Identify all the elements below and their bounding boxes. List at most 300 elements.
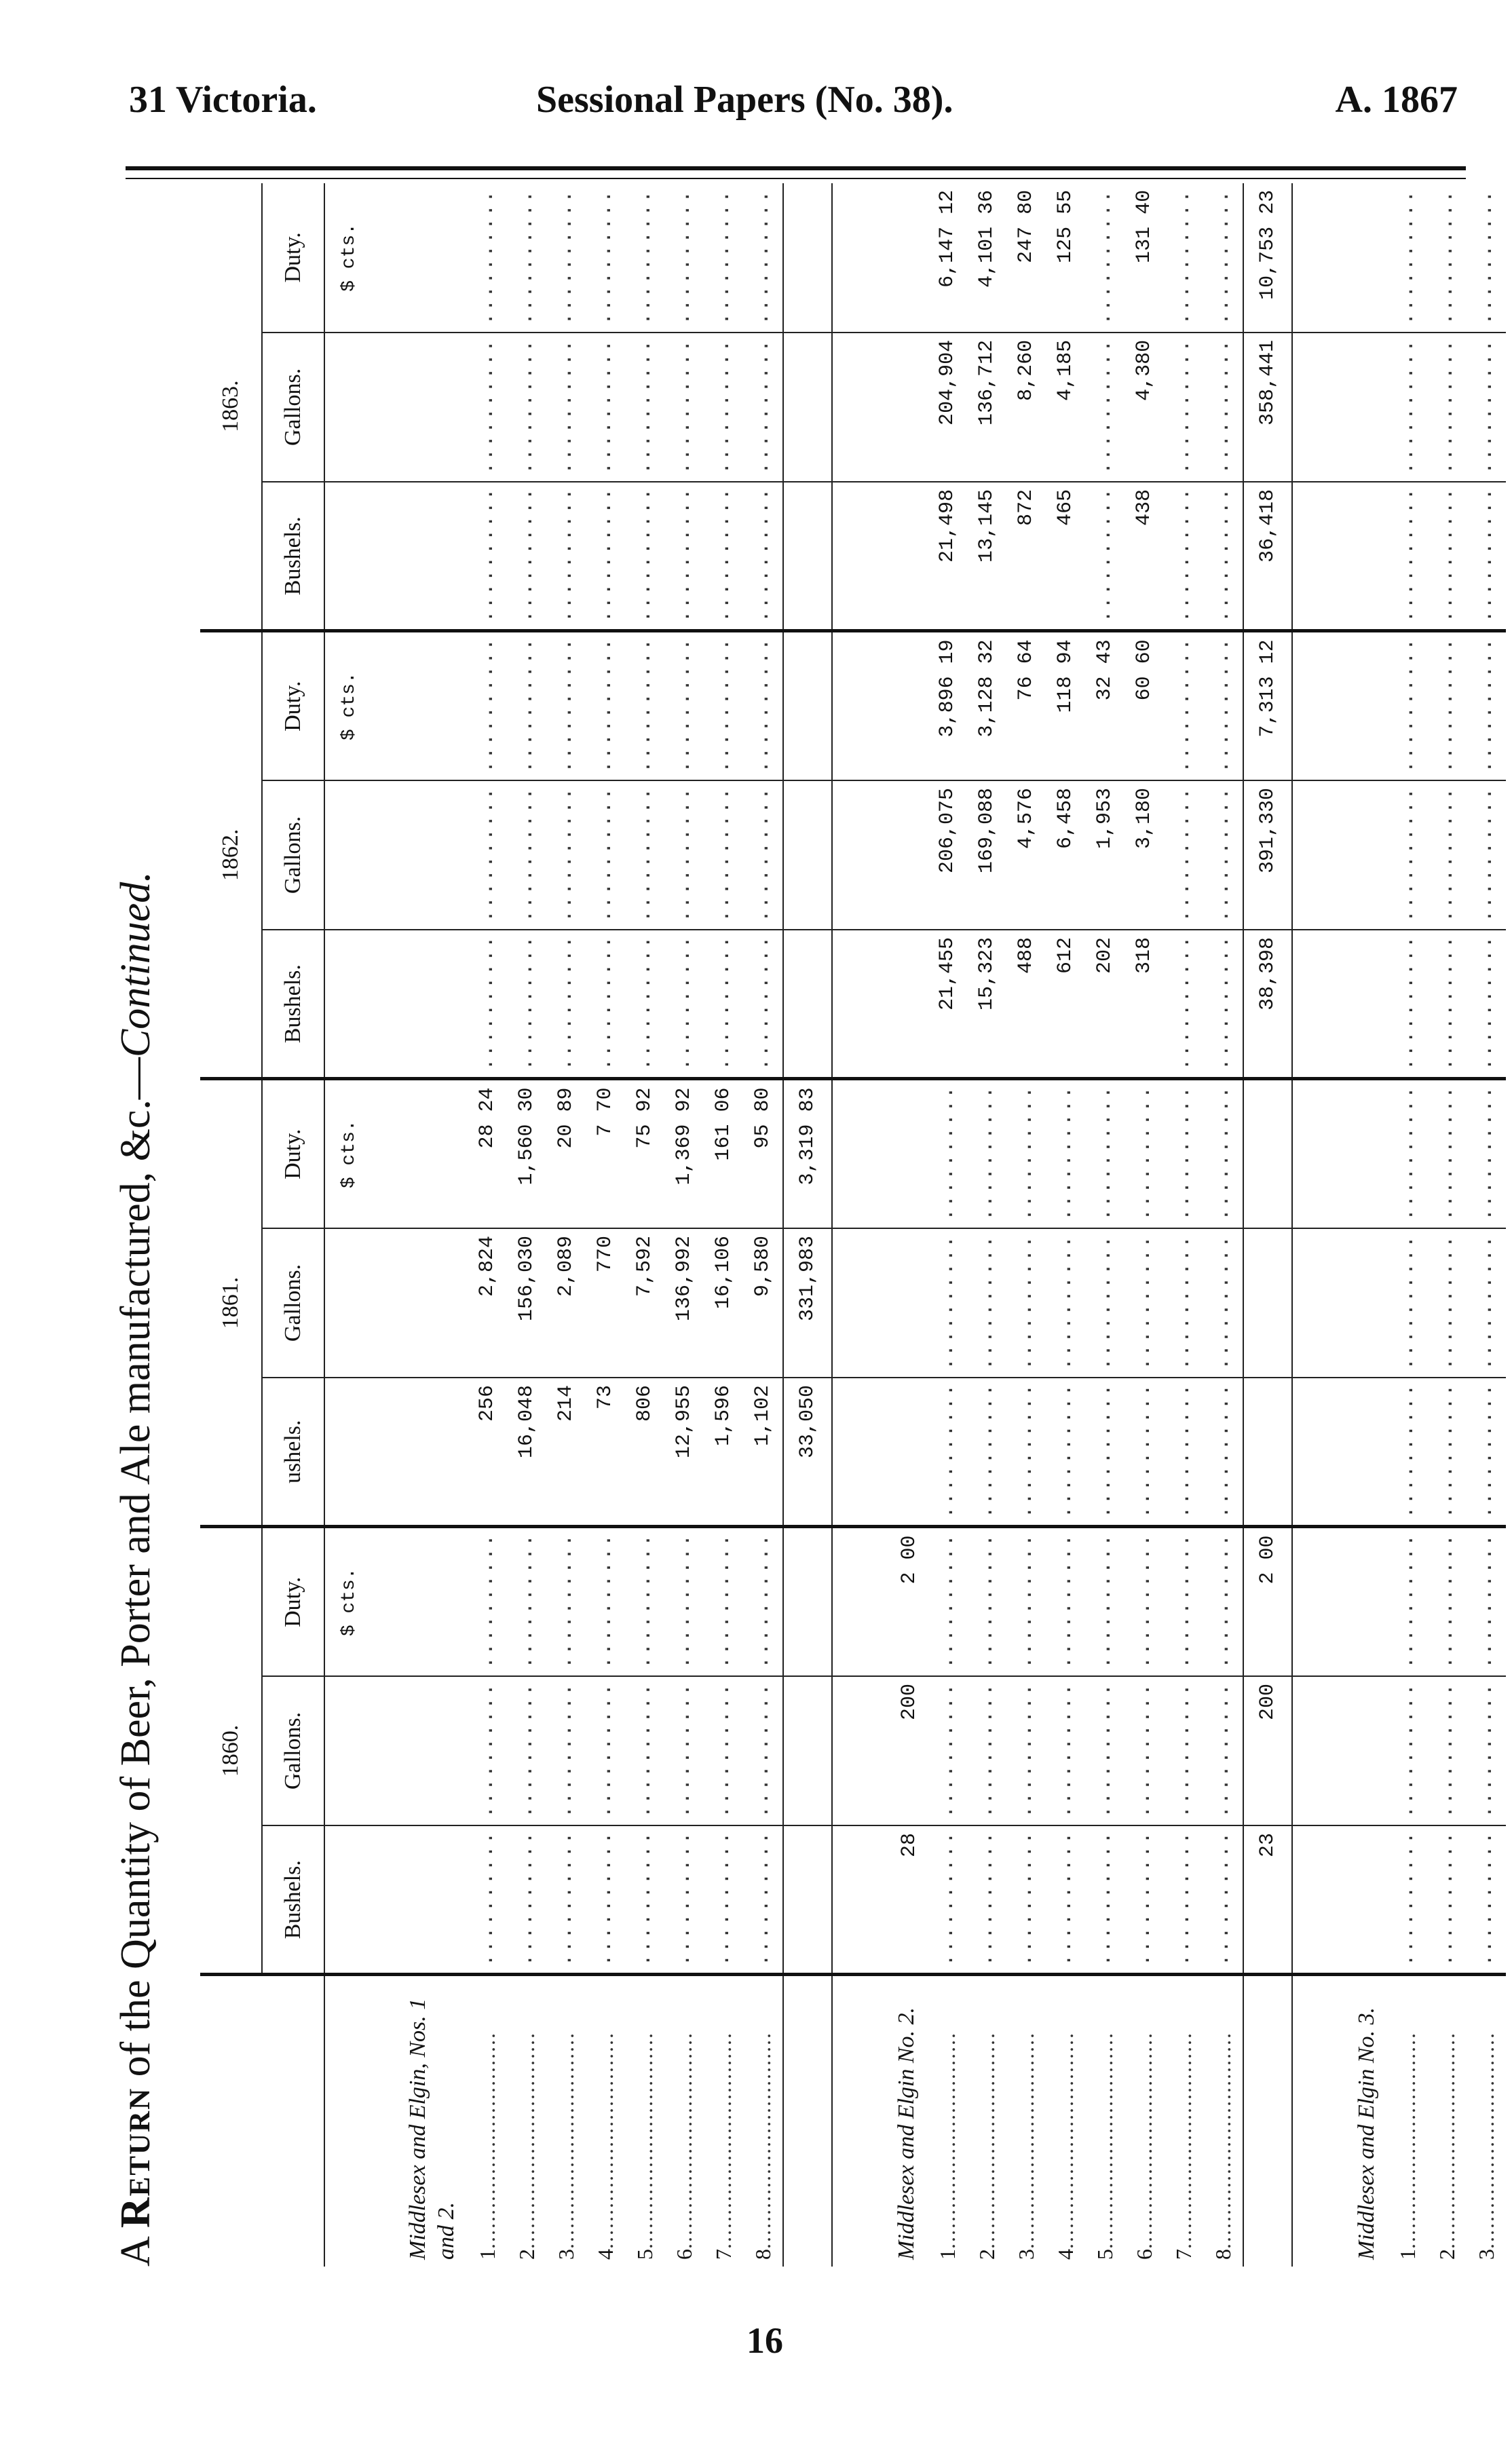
table-cell [1467,183,1506,333]
table-cell: 9,580 [743,1228,783,1378]
table-cell [373,1676,468,1825]
table-row [546,183,586,2267]
table-cell [1006,1079,1046,1228]
section-name: Middlesex and Elgin No. 3. [1354,2007,1379,2260]
table-cell [625,1527,664,1676]
leader-dots: .......... [1396,637,1419,773]
table-cell [1292,1378,1388,1527]
leader-dots: .......... [936,1234,959,1370]
table-cell [625,1825,664,1975]
table-cell [1427,333,1467,482]
leader-dots: .......... [1133,1682,1156,1818]
table-cell [1085,1378,1124,1527]
leader-dots: .......... [975,1084,998,1221]
leader-dots: .......... [1211,934,1234,1071]
table-cell [664,930,704,1079]
table-cell [967,1825,1006,1975]
leader-dots: .......... [554,1830,578,1967]
leader-dots: .......... [1093,1382,1116,1519]
table-cell: 118 94 [1046,631,1085,780]
table-cell [664,1527,704,1676]
table-cell [967,1079,1006,1228]
leader-dots: .......... [751,338,774,474]
table-cell [1006,1676,1046,1825]
leader-dots: .......... [975,1382,998,1519]
table-cell: 7,592 [625,1228,664,1378]
leader-dots: .......... [594,637,617,773]
leader-dots: ................................ [553,2032,578,2249]
table-cell: 95 80 [743,1079,783,1228]
table-cell [324,1676,373,1825]
leader-dots: .......... [1054,1084,1077,1221]
table-cell [1292,1079,1388,1228]
leader-dots: ................................ [1131,2032,1156,2249]
total-cell: 2 00 [1243,1527,1292,1676]
table-cell [468,780,507,930]
leader-dots: .......... [1435,338,1458,474]
table-cell [664,631,704,780]
table-cell [1164,930,1203,1079]
table-cell [1292,1527,1388,1676]
leader-dots: .......... [1172,1682,1195,1818]
table-cell [546,780,586,930]
duty-unit-row [324,183,373,2267]
leader-dots: .......... [1475,1084,1498,1221]
table-cell [928,1378,967,1527]
row-number [1388,1975,1427,2267]
leader-dots: .......... [1015,1682,1038,1818]
leader-dots: .......... [1093,1830,1116,1967]
table-cell: 21,455 [928,930,967,1079]
row-number [1124,1975,1164,2267]
table-cell [928,1079,967,1228]
table-cell: 2,824 [468,1228,507,1378]
table-cell [1124,1378,1164,1527]
table-cell [1203,1228,1243,1378]
leader-dots: .......... [633,934,656,1071]
table-cell [1467,333,1506,482]
table-cell: 125 55 [1046,183,1085,333]
table-cell [1467,1079,1506,1228]
leader-dots: ................................ [711,2032,736,2249]
leader-dots: .......... [1396,1830,1419,1967]
table-cell [664,1676,704,1825]
table-cell: 60 60 [1124,631,1164,780]
table-cell [1006,1527,1046,1676]
leader-dots: .......... [1396,1682,1419,1818]
table-cell [507,1527,546,1676]
leader-dots: .......... [1054,1682,1077,1818]
table-cell: 6,147 12 [928,183,967,333]
return-table-container [200,183,1498,2267]
table-cell [1388,1527,1427,1676]
table-cell [373,780,468,930]
leader-dots: .......... [594,1830,617,1967]
table-cell [704,1825,743,1975]
table-cell [1046,1825,1085,1975]
table-cell [1388,780,1427,930]
row-number [967,1975,1006,2267]
leader-dots: .......... [594,1682,617,1818]
table-cell [1085,1676,1124,1825]
row-number [1046,1975,1085,2267]
leader-dots: .......... [1093,1084,1116,1221]
table-cell [743,183,783,333]
col-duty-1861: Duty. [262,1079,324,1228]
leader-dots: .......... [712,1682,735,1818]
table-cell [546,930,586,1079]
table-cell [1427,1825,1467,1975]
total-cell: 331,983 [783,1228,832,1378]
leader-dots: .......... [712,338,735,474]
leader-dots: .......... [515,637,538,773]
table-cell [1467,1676,1506,1825]
table-cell [1388,183,1427,333]
leader-dots: .......... [751,1830,774,1967]
table-cell: 612 [1046,930,1085,1079]
leader-dots: .......... [975,1532,998,1669]
table-cell [1164,1676,1203,1825]
table-cell [664,183,704,333]
leader-dots: .......... [1435,1682,1458,1818]
row-number-value: 1 [1395,2249,1420,2260]
table-cell: 20 89 [546,1079,586,1228]
table-cell [1203,1079,1243,1228]
total-cell: 200 [1243,1676,1292,1825]
leader-dots: .......... [476,338,499,474]
leader-dots: .......... [594,786,617,922]
table-cell [507,183,546,333]
leader-dots: .......... [476,1682,499,1818]
table-cell [1006,1378,1046,1527]
total-cell: 33,050 [783,1378,832,1527]
table-row [507,183,546,2267]
table-cell [967,1228,1006,1378]
table-cell [586,631,625,780]
leader-dots: .......... [673,934,696,1071]
leader-dots: .......... [1396,338,1419,474]
table-cell [324,1825,373,1975]
table-cell [468,183,507,333]
table-cell [1046,1676,1085,1825]
total-cell: 10,753 23 [1243,183,1292,333]
leader-dots: .......... [1133,1234,1156,1370]
table-cell: 438 [1124,482,1164,631]
total-cell: 358,441 [1243,333,1292,482]
table-row [1388,183,1427,2267]
table-cell [625,930,664,1079]
table-cell [1388,482,1427,631]
leader-dots: .......... [1015,1532,1038,1669]
col-gallons-1863: Gallons. [262,333,324,482]
total-label [1243,1975,1292,2267]
leader-dots: .......... [1093,1532,1116,1669]
table-cell [1085,1228,1124,1378]
leader-dots: .......... [712,786,735,922]
table-cell: 806 [625,1378,664,1527]
leader-dots: .......... [1211,1234,1234,1370]
row-number-value: 2 [514,2249,539,2260]
table-title [85,183,187,2267]
table-cell [1203,1527,1243,1676]
table-cell: 214 [546,1378,586,1527]
leader-dots: .......... [1054,1234,1077,1370]
total-cell [783,631,832,780]
leader-dots: .......... [1475,1532,1498,1669]
table-cell [1427,930,1467,1079]
section-name: Middlesex and Elgin, Nos. 1 and 2. [405,1998,459,2260]
total-cell: 7,313 12 [1243,631,1292,780]
leader-dots: .......... [936,1532,959,1669]
return-table-body [324,183,1506,2267]
table-cell [704,631,743,780]
leader-dots: ................................ [671,2032,696,2249]
row-number-value: 5 [1092,2249,1117,2260]
leader-dots: .......... [633,786,656,922]
table-cell: 4,380 [1124,333,1164,482]
leader-dots: .......... [1093,338,1116,474]
table-cell: 2,089 [546,1228,586,1378]
leader-dots: .......... [476,1830,499,1967]
table-cell [1164,482,1203,631]
leader-dots: .......... [594,487,617,623]
year-1862: 1862. [200,631,262,1079]
table-cell [373,1079,468,1228]
table-cell [1203,780,1243,930]
leader-dots: .......... [554,934,578,1071]
table-cell [546,1676,586,1825]
table-cell: 2 00 [832,1527,928,1676]
table-cell [468,1825,507,1975]
table-cell [1388,1079,1427,1228]
rotated-table-region [85,183,1498,2267]
leader-dots: .......... [673,1830,696,1967]
total-cell [783,183,832,333]
table-cell [1467,930,1506,1079]
table-cell [507,631,546,780]
leader-dots: ................................ [1092,2032,1117,2249]
section-total-row [1243,183,1292,2267]
table-row [1203,183,1243,2267]
table-cell [1427,482,1467,631]
leader-dots: .......... [1172,1830,1195,1967]
table-cell [832,631,928,780]
leader-dots: .......... [476,637,499,773]
table-cell [507,930,546,1079]
table-cell [586,1825,625,1975]
table-cell [1164,333,1203,482]
table-cell [324,1378,373,1527]
table-cell [664,482,704,631]
table-cell [586,1527,625,1676]
leader-dots: .......... [673,637,696,773]
subheader-row [262,183,324,2267]
table-cell [546,183,586,333]
year-1863: 1863. [200,183,262,631]
title-return: Return [113,2087,159,2229]
table-row [967,183,1006,2267]
table-cell [1467,780,1506,930]
table-cell: 76 64 [1006,631,1046,780]
table-row [1006,183,1046,2267]
leader-dots: .......... [673,786,696,922]
row-number [625,1975,664,2267]
leader-dots: .......... [1435,189,1458,325]
leader-dots: .......... [712,1532,735,1669]
table-cell [743,1527,783,1676]
leader-dots: .......... [1396,1234,1419,1370]
table-row [1164,183,1203,2267]
row-number [928,1975,967,2267]
table-cell: 3,180 [1124,780,1164,930]
leader-dots: .......... [751,1682,774,1818]
leader-dots: .......... [1015,1084,1038,1221]
table-cell [1427,1228,1467,1378]
table-cell [704,1676,743,1825]
table-cell [1292,183,1388,333]
table-cell [1164,1079,1203,1228]
table-row [664,183,704,2267]
col-gallons-1861: Gallons. [262,1228,324,1378]
table-cell [546,333,586,482]
table-cell [1124,1228,1164,1378]
section-name: Middlesex and Elgin No. 2. [894,2007,919,2260]
table-cell: 16,106 [704,1228,743,1378]
table-cell [1085,482,1124,631]
leader-dots: .......... [1211,786,1234,922]
table-cell [1006,1825,1046,1975]
table-cell [1292,482,1388,631]
leader-dots: .......... [1172,934,1195,1071]
table-cell: 21,498 [928,482,967,631]
table-cell [1203,333,1243,482]
leader-dots: ................................ [632,2032,657,2249]
leader-dots: ................................ [514,2032,539,2249]
table-cell [1292,1228,1388,1378]
title-text: of the Quantity of Beer, Porter and Ale manufactured, &c.— [113,1057,159,2077]
col-duty-1862: Duty. [262,631,324,780]
leader-dots: .......... [476,786,499,922]
leader-dots: .......... [712,934,735,1071]
leader-dots: .......... [1172,1382,1195,1519]
leader-dots: .......... [936,1830,959,1967]
leader-dots: .......... [1015,1382,1038,1519]
leader-dots: .......... [594,934,617,1071]
row-number [1427,1975,1467,2267]
leader-dots: .......... [712,487,735,623]
table-cell [586,930,625,1079]
table-cell: 770 [586,1228,625,1378]
table-cell: 75 92 [625,1079,664,1228]
leader-dots: .......... [1172,1234,1195,1370]
table-cell [507,1676,546,1825]
leader-dots: .......... [751,786,774,922]
table-cell [664,1825,704,1975]
year-1860: 1860. [200,1527,262,1975]
table-cell [1292,631,1388,780]
leader-dots: ................................ [1013,2032,1038,2249]
leader-dots: .......... [633,189,656,325]
table-cell [704,780,743,930]
table-cell: 8,260 [1006,333,1046,482]
table-cell: 1,369 92 [664,1079,704,1228]
leader-dots: .......... [1396,1532,1419,1669]
table-cell [468,482,507,631]
leader-dots: .......... [1172,637,1195,773]
row-number-value: 1 [934,2249,960,2260]
table-cell [1388,631,1427,780]
row-number-value: 7 [1171,2249,1196,2260]
leader-dots: .......... [1396,786,1419,922]
leader-dots: .......... [1435,786,1458,922]
leader-dots: .......... [1211,1682,1234,1818]
table-cell [1292,930,1388,1079]
table-cell [704,333,743,482]
table-cell: 16,048 [507,1378,546,1527]
row-number-value: 3 [1473,2249,1498,2260]
leader-dots: .......... [936,1682,959,1818]
leader-dots: .......... [751,934,774,1071]
table-cell [928,1527,967,1676]
row-number-value: 2 [974,2249,999,2260]
leader-dots: .......... [1435,487,1458,623]
table-cell [1388,1676,1427,1825]
row-number [468,1975,507,2267]
leader-dots: .......... [594,1532,617,1669]
leader-dots: .......... [554,1682,578,1818]
table-cell [1085,183,1124,333]
row-number-value: 7 [711,2249,736,2260]
leader-dots: .......... [1435,1830,1458,1967]
leader-dots: .......... [1133,1830,1156,1967]
table-cell [507,780,546,930]
table-cell [832,1228,928,1378]
leader-dots: .......... [673,1532,696,1669]
table-cell [507,1825,546,1975]
leader-dots: .......... [1015,1830,1038,1967]
table-cell [373,1825,468,1975]
table-cell [1124,1527,1164,1676]
leader-dots: .......... [633,487,656,623]
table-cell [1467,1228,1506,1378]
table-row [743,183,783,2267]
table-cell [1164,1527,1203,1676]
row-number-value: 3 [1013,2249,1038,2260]
table-cell [1164,183,1203,333]
total-cell [783,930,832,1079]
row-number [586,1975,625,2267]
table-cell [704,183,743,333]
table-cell [1164,631,1203,780]
leader-dots: .......... [1211,487,1234,623]
table-cell [664,780,704,930]
total-cell: 3,319 83 [783,1079,832,1228]
row-number [1203,1975,1243,2267]
leader-dots: .......... [712,189,735,325]
table-cell: 1,596 [704,1378,743,1527]
table-cell [373,930,468,1079]
row-number-value: 6 [671,2249,696,2260]
table-row [1085,183,1124,2267]
table-cell: 15,323 [967,930,1006,1079]
table-cell: 247 80 [1006,183,1046,333]
table-cell [1388,1228,1427,1378]
leader-dots: ................................ [750,2032,775,2249]
table-cell [468,930,507,1079]
row-number [1164,1975,1203,2267]
table-cell [704,1527,743,1676]
table-cell [1046,1378,1085,1527]
